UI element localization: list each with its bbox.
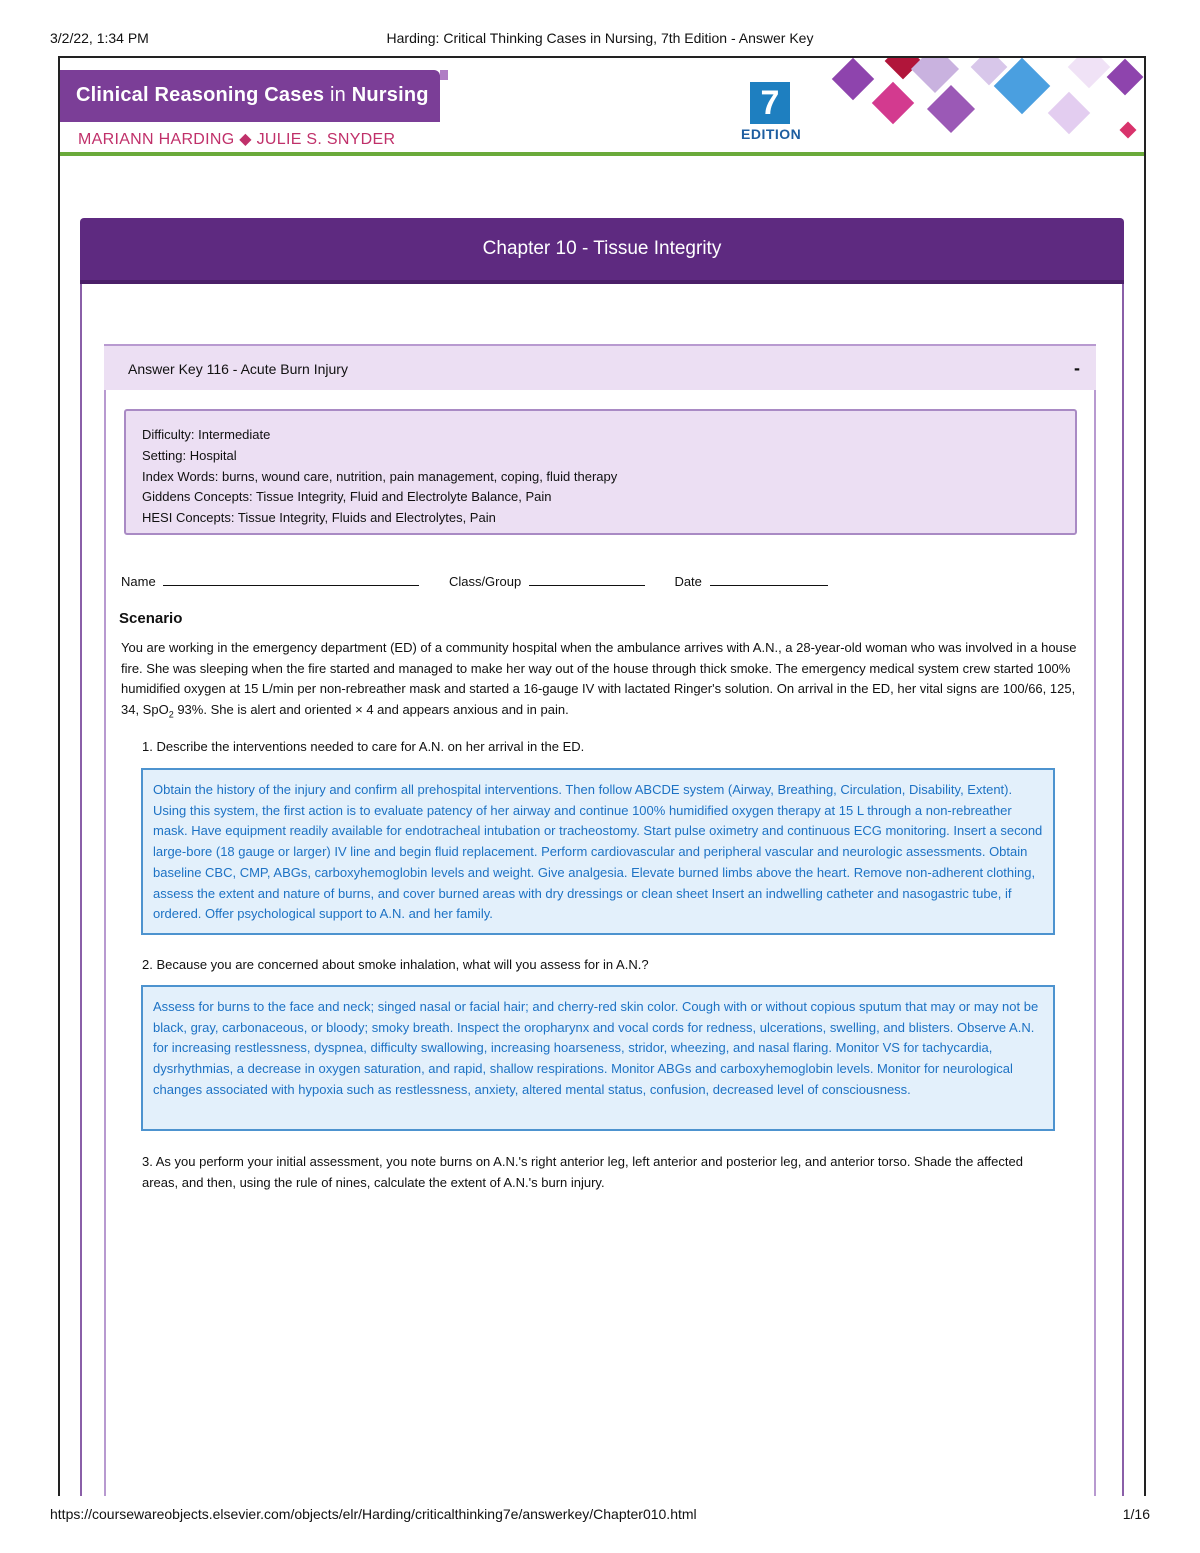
index-words-text: Index Words: burns, wound care, nutrition, pain management, coping, fluid therapy [142, 468, 618, 484]
scenario-heading: Scenario [119, 610, 183, 627]
question-3: 3. As you perform your initial assessment, you note burns on A.N.'s right anterior leg, left anterior and posterior leg, and anterior torso. Shade the affected areas, and then, using the rule of nines, calculate the extent of A.N.'s burn injury. [142, 1154, 1023, 1190]
book-title-tab [60, 70, 440, 122]
answer-2-box: Assess for burns to the face and neck; singed nasal or facial hair; and cherry-red skin color. Cough with or without copious sputum that may or may not be black, gray, carbonaceous, or bloody; smoky breath. Inspect the oropharynx and vocal cords for redness, ulcerations, swelling, and blisters. Observe A.N. for increasing restlessness, dyspnea, difficulty swallowing, increasing hoarseness, stridor, wheezing, and nasal flaring. Monitor VS for tachycardia, dysrhythmias, a decrease in oxygen saturation, and rapid, shallow respirations. Monitor ABGs and carboxyhemoglobin levels. Monitor for neurological changes associated with hypoxia such as restlessness, anxiety, altered mental status, confusion, decreased level of consciousness. [141, 985, 1055, 1131]
print-url: https://coursewareobjects.elsevier.com/objects/elr/Harding/criticalthinking7e/answerkey/Chapter010.html [50, 1506, 697, 1522]
decorative-cube-icon [1120, 122, 1137, 139]
chapter-header [80, 218, 1124, 284]
print-page-number: 1/16 [1122, 1506, 1150, 1522]
edition-label: EDITION [741, 126, 802, 142]
answer-key-title: Answer Key 116 - Acute Burn Injury [128, 361, 348, 377]
print-page-title: Harding: Critical Thinking Cases in Nursing, 7th Edition - Answer Key [386, 30, 814, 46]
name-field[interactable] [163, 572, 419, 586]
student-info-line [121, 572, 828, 589]
book-authors: MARIANN HARDING ◆ JULIE S. SNYDER [78, 131, 396, 148]
tab-notch [440, 70, 448, 80]
collapse-icon[interactable]: - [1074, 358, 1080, 378]
difficulty-text: Difficulty: Intermediate [142, 427, 271, 442]
book-banner [60, 58, 1144, 158]
case-metadata [124, 409, 1077, 535]
class-group-label: Class/Group [448, 574, 522, 589]
question-2: 2. Because you are concerned about smoke inhalation, what will you assess for in A.N.? [142, 957, 649, 972]
setting-text: Setting: Hospital [142, 447, 237, 463]
banner-divider [60, 152, 1144, 156]
answer-1-box: Obtain the history of the injury and confirm all prehospital interventions. Then follow ABCDE system (Airway, Breathing, Circulation, Disability, Extent). Using this system, the first action is to evaluate patency of her airway and continue 100% humidified oxygen therapy at 15 L through a non-rebreather mask. Have equipment readily available for endotracheal intubation or tracheostomy. Start pulse oximetry and continuous ECG monitoring. Insert a second large-bore (18 gauge or larger) IV line and begin fluid replacement. Perform cardiovascular and peripheral vascular and neurologic assessments. Obtain baseline CBC, CMP, ABGs, carboxyhemoglobin levels and weight. Give analgesia. Elevate burned limbs above the heart. Remove non-adherent clothing, assess the extent and nature of burns, and cover burned areas with dry dressings or clean sheet Insert an indwelling catheter and nasogastric tube, if ordered. Offer psychological support to A.N. and her family. [141, 768, 1055, 935]
decorative-cube-icon [872, 82, 914, 124]
name-label: Name [121, 574, 156, 589]
answer-key-header[interactable] [104, 344, 1096, 390]
decorative-cube-icon [1048, 92, 1090, 134]
chapter-title: Chapter 10 - Tissue Integrity [482, 238, 722, 259]
decorative-cube-icon [832, 58, 874, 100]
print-header [50, 30, 1150, 50]
date-field[interactable] [710, 572, 828, 586]
class-group-field[interactable] [529, 572, 645, 586]
decorative-cube-icon [1068, 56, 1110, 88]
decorative-cube-icon [1107, 59, 1144, 96]
date-label: Date [674, 574, 702, 589]
giddens-concepts-text: Giddens Concepts: Tissue Integrity, Fluid and Electrolyte Balance, Pain [142, 489, 552, 505]
edition-number-badge: 7 [750, 82, 790, 124]
print-footer [50, 1506, 1150, 1526]
hesi-concepts-text: HESI Concepts: Tissue Integrity, Fluids and Electrolytes, Pain [142, 510, 496, 526]
scenario-text: You are working in the emergency department (ED) of a community hospital when the ambulance arrives with A.N., a 28-year-old woman who was involved in a house fire. She was sleeping when the fire started and managed to make her way out of the house through thick smoke. The emergency medical system crew started 100% humidified oxygen at 15 L/min per non-rebreather mask and started a 16-gauge IV with lactated Ringer's solution. On arrival in the ED, her vital signs are 100/66, 125, 34, SpO$_2$ 93%. She is alert and oriented × 4 and appears anxious and in pain. [121, 640, 1077, 720]
print-datetime: 3/2/22, 1:34 PM [50, 30, 149, 46]
question-1: 1. Describe the interventions needed to care for A.N. on her arrival in the ED. [142, 739, 585, 754]
book-title: Clinical Reasoning Cases in Nursing [76, 84, 429, 106]
answer-key-body [104, 390, 1096, 1496]
